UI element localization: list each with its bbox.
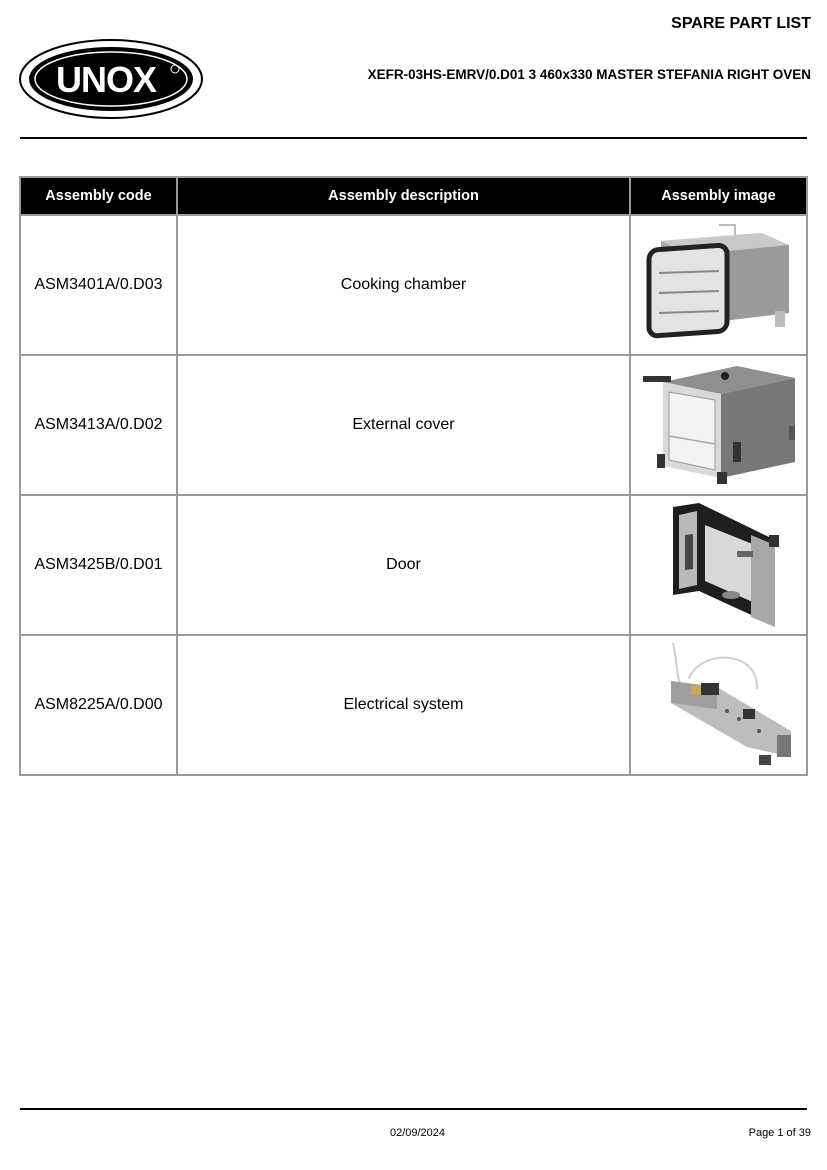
document-subtitle: XEFR-03HS-EMRV/0.D01 3 460x330 MASTER STEFANIA RIGHT OVEN (367, 67, 811, 82)
document-title: SPARE PART LIST (671, 15, 811, 32)
assembly-description: Cooking chamber (177, 215, 630, 355)
table-row (20, 355, 807, 495)
page-number: Page 1 of 39 (748, 1127, 811, 1139)
external-cover-illustration (639, 360, 799, 490)
table-header-row (20, 177, 807, 215)
column-header-code: Assembly code (20, 177, 177, 215)
table-row (20, 495, 807, 635)
footer-divider (20, 1108, 807, 1110)
assembly-code: ASM3413A/0.D02 (20, 355, 177, 495)
assembly-description: Electrical system (177, 635, 630, 775)
column-header-description: Assembly description (177, 177, 630, 215)
footer-date: 02/09/2024 (389, 1127, 446, 1139)
assembly-description: External cover (177, 355, 630, 495)
table-row (20, 215, 807, 355)
assembly-table (19, 176, 808, 776)
assembly-code: ASM8225A/0.D00 (20, 635, 177, 775)
column-header-image: Assembly image (630, 177, 807, 215)
door-illustration (639, 499, 799, 631)
assembly-code: ASM3425B/0.D01 (20, 495, 177, 635)
svg-text:UNOX: UNOX (55, 59, 157, 100)
assembly-image (630, 355, 807, 495)
assembly-description: Door (177, 495, 630, 635)
header-divider (20, 137, 807, 139)
unox-logo (18, 38, 204, 120)
electrical-system-illustration (639, 639, 799, 771)
assembly-code: ASM3401A/0.D03 (20, 215, 177, 355)
assembly-image (630, 495, 807, 635)
table-row (20, 635, 807, 775)
assembly-image (630, 635, 807, 775)
cooking-chamber-illustration (639, 221, 799, 349)
assembly-image (630, 215, 807, 355)
